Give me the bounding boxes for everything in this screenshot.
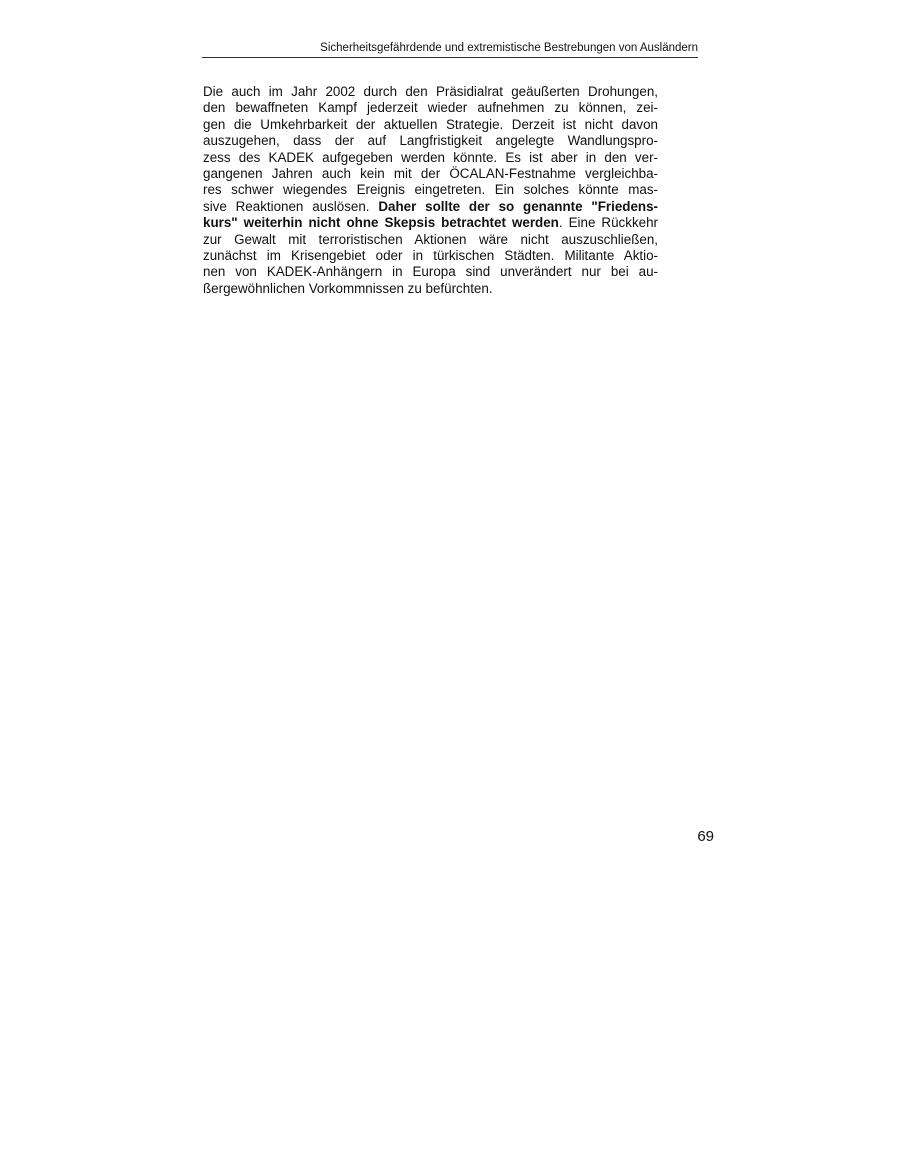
paragraph-text-segment: . Eine Rückkehr xyxy=(558,215,658,231)
bold-emphasis: kurs" weiterhin nicht ohne Skepsis betrachtet werden xyxy=(203,215,559,231)
paragraph-line: zess des KADEK aufgegeben werden könnte. Es ist aber in den ver- xyxy=(203,149,658,165)
paragraph-line: zur Gewalt mit terroristischen Aktionen wäre nicht auszuschließen, xyxy=(203,231,658,247)
paragraph-line: zunächst im Krisengebiet oder in türkischen Städten. Militante Aktio- xyxy=(203,248,658,264)
body-paragraph xyxy=(203,84,658,297)
bold-emphasis: Daher sollte der so genannte "Friedens- xyxy=(378,198,659,214)
paragraph-line xyxy=(203,199,658,215)
paragraph-line: den bewaffneten Kampf jederzeit wieder aufnehmen zu können, zei- xyxy=(203,100,658,116)
paragraph-line: res schwer wiegendes Ereignis eingetreten. Ein solches könnte mas- xyxy=(203,182,658,198)
paragraph-line: gangenen Jahren auch kein mit der ÖCALAN-Festnahme vergleichba- xyxy=(203,166,658,182)
running-head: Sicherheitsgefährdende und extremistische Bestrebungen von Ausländern xyxy=(320,42,698,54)
paragraph-line: auszugehen, dass der auf Langfristigkeit angelegte Wandlungspro- xyxy=(203,133,658,149)
paragraph-line: Die auch im Jahr 2002 durch den Präsidialrat geäußerten Drohungen, xyxy=(203,84,658,99)
paragraph-line: gen die Umkehrbarkeit der aktuellen Strategie. Derzeit ist nicht davon xyxy=(203,116,658,132)
paragraph-line: nen von KADEK-Anhängern in Europa sind unverändert nur bei au- xyxy=(203,264,658,280)
header-rule xyxy=(202,57,698,58)
paragraph-line xyxy=(203,215,658,231)
page-number: 69 xyxy=(697,828,714,845)
paragraph-text-segment: sive Reaktionen auslösen. xyxy=(203,198,379,214)
paragraph-line: ßergewöhnlichen Vorkommnissen zu befürchten. xyxy=(203,280,493,296)
